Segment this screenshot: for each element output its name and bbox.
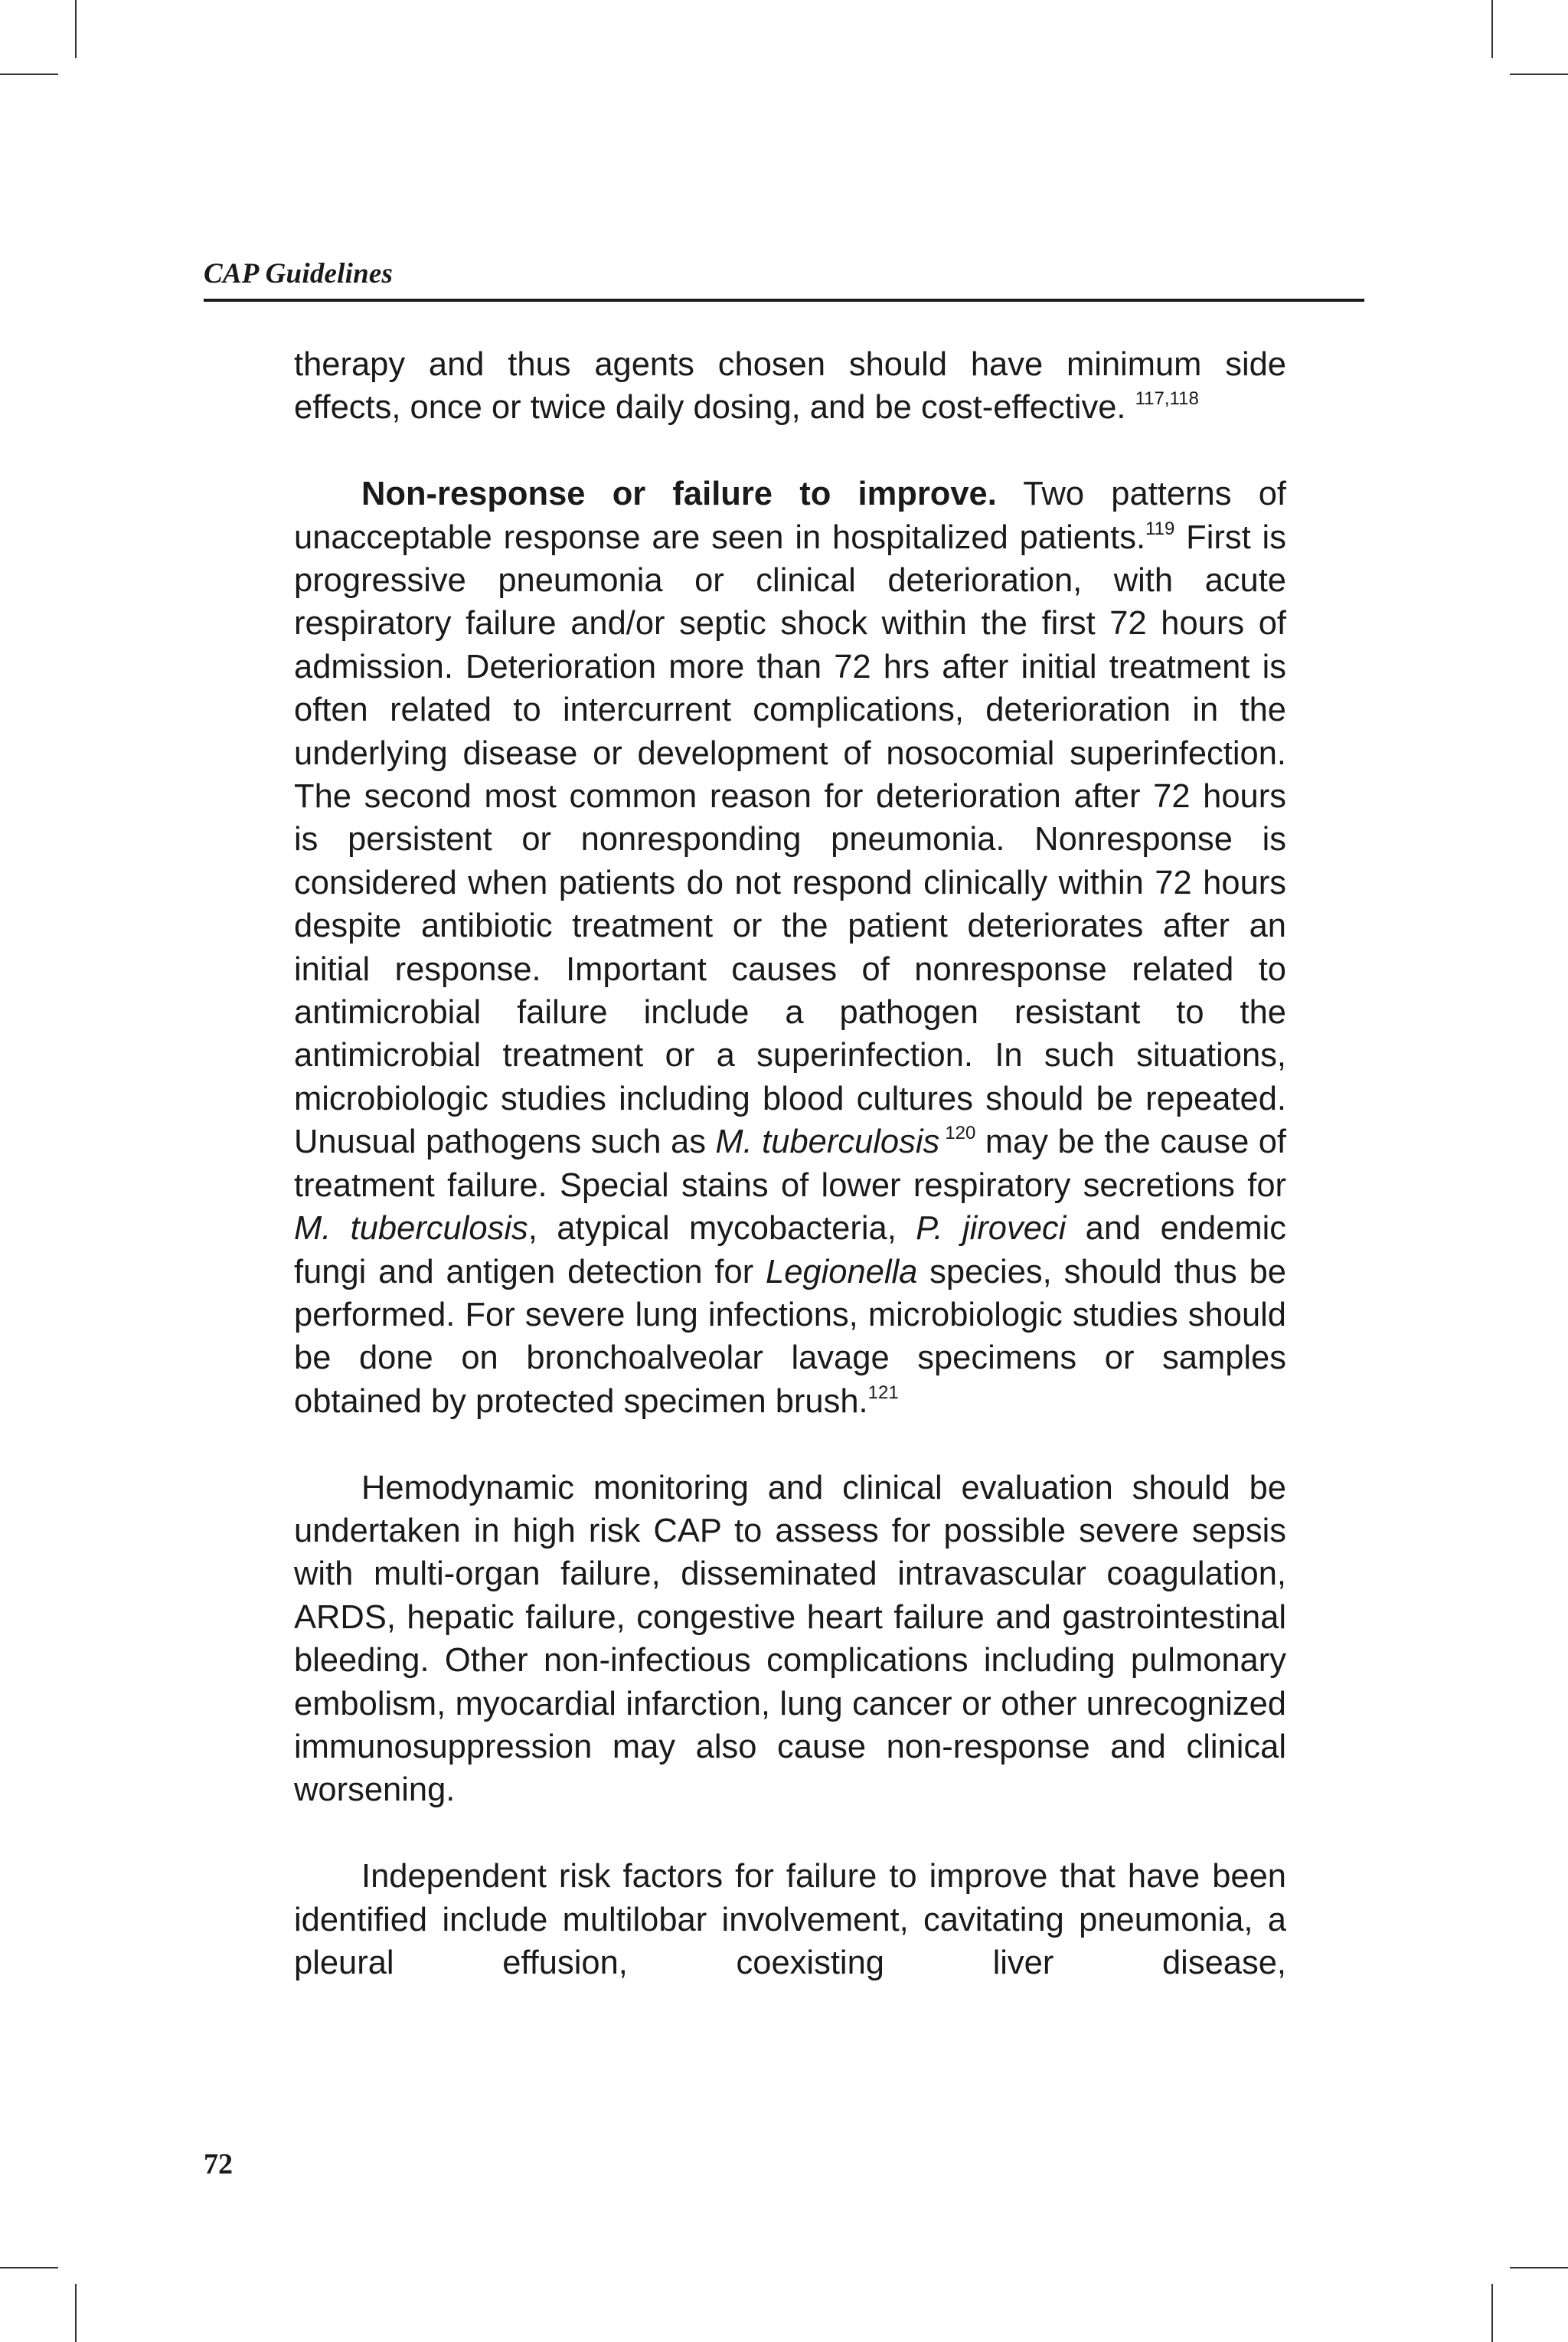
crop-mark-bottom-left <box>0 2267 58 2268</box>
paragraph-text: may be the cause of treatment failure. Special stains of lower respiratory secretions for <box>294 1124 1286 1204</box>
citation-ref: 117,118 <box>1135 388 1199 410</box>
citation-ref: 120 <box>939 1123 976 1144</box>
body-text <box>294 343 1286 1984</box>
paragraph-text: species, should thus be performed. For severe lung infections, microbiologic studies should be done on bronchoalveolar lavage specimens or samples obtained by protected specimen brush. <box>294 1253 1286 1420</box>
crop-mark-top-left <box>75 0 77 58</box>
organism-name: Legionella <box>766 1253 918 1290</box>
crop-mark-top-right <box>1510 74 1568 75</box>
crop-mark-bottom-left <box>75 2284 77 2342</box>
crop-mark-bottom-right <box>1510 2267 1568 2268</box>
crop-mark-bottom-right <box>1491 2284 1493 2342</box>
page-number: 72 <box>204 2148 233 2180</box>
paragraph-text: First is progressive pneumonia or clinical deterioration, with acute respiratory failure and/or septic shock within the first 72 hours of admission. Deterioration more than 72 hrs after initial treatment is often related to intercurrent complications, deterioration in the underlying disease or development of nosocomial superinfection. The second most common reason for deterioration after 72 hours is persistent or nonresponding pneumonia. Nonresponse is considered when patients do not respond clinically within 72 hours despite antibiotic treatment or the patient deteriorates after an initial response. Important causes of nonresponse related to antimicrobial failure include a pathogen resistant to the antimicrobial treatment or a superinfection. In such situations, microbiologic studies including blood cultures should be repeated. Unusual pathogens such as <box>294 518 1286 1161</box>
paragraph-hemodynamic-monitoring: Hemodynamic monitoring and clinical evaluation should be undertaken in high risk CAP to assess for possible severe sepsis with multi-organ failure, disseminated intravascular coagulation, ARDS, hepatic failure, congestive heart failure and gastrointestinal bleeding. Other non-infectious complications including pulmonary embolism, myocardial infarction, lung cancer or other unrecognized immunosuppression may also cause non-response and clinical worsening. <box>294 1469 1286 1809</box>
paragraph-therapy <box>294 343 1286 430</box>
citation-ref: 121 <box>867 1382 899 1403</box>
section-heading: Non-response or failure to improve. <box>361 476 997 513</box>
paragraph-non-response <box>294 473 1286 1423</box>
paragraph-text: and endemic fungi and antigen detection for <box>294 1210 1287 1290</box>
paragraph-text: Two patterns of unacceptable response are seen in hospitalized patients. <box>294 476 1286 556</box>
header-rule <box>204 299 1364 302</box>
crop-mark-top-left <box>0 74 58 75</box>
paragraph-risk-factors: Independent risk factors for failure to improve that have been identified include multilobar involvement, cavitating pneumonia, a pleural effusion, coexisting liver disease, <box>294 1858 1286 1981</box>
paragraph-text: , atypical mycobacteria, <box>528 1210 916 1248</box>
organism-name: P. jiroveci <box>916 1210 1067 1248</box>
organism-name: M. tuberculosis <box>715 1124 940 1161</box>
citation-ref: 119 <box>1145 518 1175 539</box>
paragraph-text: therapy and thus agents chosen should have minimum side effects, once or twice daily dosing, and be cost-effective. <box>294 346 1286 427</box>
running-head: CAP Guidelines <box>204 258 394 289</box>
crop-mark-top-right <box>1491 0 1493 58</box>
organism-name: M. tuberculosis <box>294 1210 528 1248</box>
